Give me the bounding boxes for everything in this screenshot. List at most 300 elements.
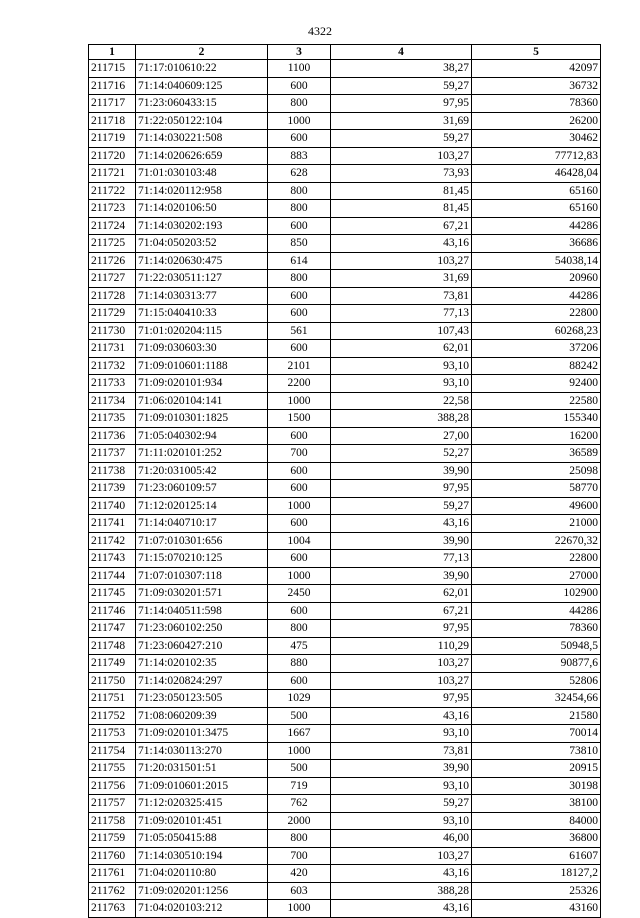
record-number-cell: 211744 <box>89 567 136 585</box>
table-row <box>89 410 601 428</box>
area-cell: 1000 <box>268 742 331 760</box>
record-number-cell: 211749 <box>89 655 136 673</box>
cadastral-number-cell: 71:09:030201:571 <box>136 585 268 603</box>
record-number-cell: 211731 <box>89 340 136 358</box>
header-row <box>89 45 601 60</box>
record-number-cell: 211759 <box>89 830 136 848</box>
table-row <box>89 830 601 848</box>
value-cell: 21580 <box>472 707 601 725</box>
record-number-cell: 211752 <box>89 707 136 725</box>
value-cell: 73810 <box>472 742 601 760</box>
record-number-cell: 211763 <box>89 900 136 918</box>
table-row <box>89 357 601 375</box>
table-row <box>89 567 601 585</box>
cadastral-number-cell: 71:14:020112:958 <box>136 182 268 200</box>
record-number-cell: 211717 <box>89 95 136 113</box>
area-cell: 800 <box>268 270 331 288</box>
area-cell: 600 <box>268 305 331 323</box>
cadastral-number-cell: 71:04:020103:212 <box>136 900 268 918</box>
value-cell: 36589 <box>472 445 601 463</box>
record-number-cell: 211726 <box>89 252 136 270</box>
value-cell: 36732 <box>472 77 601 95</box>
area-cell: 475 <box>268 637 331 655</box>
cadastral-number-cell: 71:06:020104:141 <box>136 392 268 410</box>
column-header-2: 2 <box>136 45 268 60</box>
cadastral-number-cell: 71:14:030221:508 <box>136 130 268 148</box>
area-cell: 883 <box>268 147 331 165</box>
cadastral-number-cell: 71:05:040302:94 <box>136 427 268 445</box>
area-cell: 600 <box>268 602 331 620</box>
rate-cell: 27,00 <box>331 427 472 445</box>
area-cell: 600 <box>268 287 331 305</box>
rate-cell: 52,27 <box>331 445 472 463</box>
cadastral-number-cell: 71:14:030202:193 <box>136 217 268 235</box>
area-cell: 800 <box>268 200 331 218</box>
value-cell: 21000 <box>472 515 601 533</box>
value-cell: 36686 <box>472 235 601 253</box>
cadastral-number-cell: 71:14:030313:77 <box>136 287 268 305</box>
record-number-cell: 211725 <box>89 235 136 253</box>
cadastral-number-cell: 71:09:010301:1825 <box>136 410 268 428</box>
record-number-cell: 211719 <box>89 130 136 148</box>
value-cell: 102900 <box>472 585 601 603</box>
record-number-cell: 211748 <box>89 637 136 655</box>
record-number-cell: 211761 <box>89 865 136 883</box>
registry-table <box>88 44 601 918</box>
rate-cell: 77,13 <box>331 305 472 323</box>
area-cell: 1000 <box>268 112 331 130</box>
record-number-cell: 211740 <box>89 497 136 515</box>
value-cell: 44286 <box>472 217 601 235</box>
value-cell: 90877,6 <box>472 655 601 673</box>
cadastral-number-cell: 71:04:020110:80 <box>136 865 268 883</box>
value-cell: 30198 <box>472 777 601 795</box>
cadastral-number-cell: 71:23:050123:505 <box>136 690 268 708</box>
cadastral-number-cell: 71:17:010610:22 <box>136 60 268 78</box>
cadastral-number-cell: 71:22:030511:127 <box>136 270 268 288</box>
value-cell: 16200 <box>472 427 601 445</box>
value-cell: 54038,14 <box>472 252 601 270</box>
cadastral-number-cell: 71:09:020101:451 <box>136 812 268 830</box>
table-row <box>89 200 601 218</box>
record-number-cell: 211753 <box>89 725 136 743</box>
record-number-cell: 211741 <box>89 515 136 533</box>
value-cell: 44286 <box>472 602 601 620</box>
value-cell: 37206 <box>472 340 601 358</box>
area-cell: 719 <box>268 777 331 795</box>
record-number-cell: 211745 <box>89 585 136 603</box>
record-number-cell: 211750 <box>89 672 136 690</box>
record-number-cell: 211762 <box>89 882 136 900</box>
rate-cell: 62,01 <box>331 585 472 603</box>
rate-cell: 59,27 <box>331 130 472 148</box>
record-number-cell: 211746 <box>89 602 136 620</box>
cadastral-number-cell: 71:14:030510:194 <box>136 847 268 865</box>
table-row <box>89 585 601 603</box>
cadastral-number-cell: 71:08:060209:39 <box>136 707 268 725</box>
cadastral-number-cell: 71:09:010601:1188 <box>136 357 268 375</box>
area-cell: 2450 <box>268 585 331 603</box>
record-number-cell: 211751 <box>89 690 136 708</box>
rate-cell: 97,95 <box>331 95 472 113</box>
record-number-cell: 211739 <box>89 480 136 498</box>
record-number-cell: 211721 <box>89 165 136 183</box>
rate-cell: 103,27 <box>331 672 472 690</box>
table-row <box>89 637 601 655</box>
table-row <box>89 217 601 235</box>
cadastral-number-cell: 71:09:020101:934 <box>136 375 268 393</box>
record-number-cell: 211760 <box>89 847 136 865</box>
area-cell: 850 <box>268 235 331 253</box>
table-row <box>89 707 601 725</box>
area-cell: 800 <box>268 620 331 638</box>
rate-cell: 43,16 <box>331 865 472 883</box>
table-row <box>89 690 601 708</box>
area-cell: 1004 <box>268 532 331 550</box>
column-header-3: 3 <box>268 45 331 60</box>
page-number: 4322 <box>308 24 332 38</box>
table-row <box>89 445 601 463</box>
value-cell: 20915 <box>472 760 601 778</box>
value-cell: 26200 <box>472 112 601 130</box>
rate-cell: 93,10 <box>331 777 472 795</box>
rate-cell: 67,21 <box>331 217 472 235</box>
value-cell: 50948,5 <box>472 637 601 655</box>
table-row <box>89 865 601 883</box>
area-cell: 614 <box>268 252 331 270</box>
value-cell: 58770 <box>472 480 601 498</box>
cadastral-number-cell: 71:01:030103:48 <box>136 165 268 183</box>
cadastral-number-cell: 71:14:040609:125 <box>136 77 268 95</box>
value-cell: 52806 <box>472 672 601 690</box>
record-number-cell: 211756 <box>89 777 136 795</box>
value-cell: 32454,66 <box>472 690 601 708</box>
table-row <box>89 847 601 865</box>
area-cell: 600 <box>268 480 331 498</box>
table-row <box>89 602 601 620</box>
rate-cell: 103,27 <box>331 147 472 165</box>
cadastral-number-cell: 71:01:020204:115 <box>136 322 268 340</box>
table-row <box>89 655 601 673</box>
rate-cell: 93,10 <box>331 725 472 743</box>
value-cell: 65160 <box>472 182 601 200</box>
rate-cell: 388,28 <box>331 410 472 428</box>
record-number-cell: 211716 <box>89 77 136 95</box>
cadastral-number-cell: 71:14:020102:35 <box>136 655 268 673</box>
table-row <box>89 60 601 78</box>
rate-cell: 73,81 <box>331 287 472 305</box>
cadastral-number-cell: 71:12:020125:14 <box>136 497 268 515</box>
value-cell: 25326 <box>472 882 601 900</box>
area-cell: 1000 <box>268 900 331 918</box>
area-cell: 2200 <box>268 375 331 393</box>
rate-cell: 59,27 <box>331 497 472 515</box>
area-cell: 1000 <box>268 497 331 515</box>
column-header-5: 5 <box>472 45 601 60</box>
table-row <box>89 340 601 358</box>
value-cell: 49600 <box>472 497 601 515</box>
table-row <box>89 112 601 130</box>
rate-cell: 39,90 <box>331 760 472 778</box>
area-cell: 420 <box>268 865 331 883</box>
rate-cell: 97,95 <box>331 480 472 498</box>
value-cell: 43160 <box>472 900 601 918</box>
rate-cell: 97,95 <box>331 620 472 638</box>
table-row <box>89 77 601 95</box>
area-cell: 800 <box>268 830 331 848</box>
record-number-cell: 211747 <box>89 620 136 638</box>
table-row <box>89 95 601 113</box>
value-cell: 22800 <box>472 550 601 568</box>
record-number-cell: 211743 <box>89 550 136 568</box>
table-row <box>89 672 601 690</box>
value-cell: 78360 <box>472 95 601 113</box>
rate-cell: 103,27 <box>331 655 472 673</box>
rate-cell: 103,27 <box>331 847 472 865</box>
value-cell: 84000 <box>472 812 601 830</box>
cadastral-number-cell: 71:12:020325:415 <box>136 795 268 813</box>
area-cell: 600 <box>268 427 331 445</box>
area-cell: 800 <box>268 182 331 200</box>
cadastral-number-cell: 71:14:040511:598 <box>136 602 268 620</box>
rate-cell: 43,16 <box>331 235 472 253</box>
value-cell: 30462 <box>472 130 601 148</box>
table-row <box>89 427 601 445</box>
table-row <box>89 235 601 253</box>
cadastral-number-cell: 71:14:020630:475 <box>136 252 268 270</box>
record-number-cell: 211718 <box>89 112 136 130</box>
value-cell: 20960 <box>472 270 601 288</box>
table-row <box>89 270 601 288</box>
rate-cell: 93,10 <box>331 375 472 393</box>
record-number-cell: 211738 <box>89 462 136 480</box>
area-cell: 600 <box>268 130 331 148</box>
record-number-cell: 211727 <box>89 270 136 288</box>
area-cell: 2000 <box>268 812 331 830</box>
table-row <box>89 812 601 830</box>
cadastral-number-cell: 71:11:020101:252 <box>136 445 268 463</box>
rate-cell: 73,93 <box>331 165 472 183</box>
record-number-cell: 211734 <box>89 392 136 410</box>
value-cell: 70014 <box>472 725 601 743</box>
area-cell: 600 <box>268 340 331 358</box>
table-row <box>89 620 601 638</box>
area-cell: 1029 <box>268 690 331 708</box>
cadastral-number-cell: 71:07:010307:118 <box>136 567 268 585</box>
value-cell: 88242 <box>472 357 601 375</box>
rate-cell: 43,16 <box>331 707 472 725</box>
rate-cell: 77,13 <box>331 550 472 568</box>
cadastral-number-cell: 71:14:020626:659 <box>136 147 268 165</box>
table-row <box>89 497 601 515</box>
value-cell: 22580 <box>472 392 601 410</box>
table-row <box>89 305 601 323</box>
rate-cell: 31,69 <box>331 270 472 288</box>
cadastral-number-cell: 71:14:020824:297 <box>136 672 268 690</box>
rate-cell: 38,27 <box>331 60 472 78</box>
table-body <box>89 60 601 918</box>
record-number-cell: 211737 <box>89 445 136 463</box>
record-number-cell: 211724 <box>89 217 136 235</box>
rate-cell: 81,45 <box>331 200 472 218</box>
area-cell: 628 <box>268 165 331 183</box>
table-row <box>89 795 601 813</box>
cadastral-number-cell: 71:20:031501:51 <box>136 760 268 778</box>
record-number-cell: 211728 <box>89 287 136 305</box>
rate-cell: 62,01 <box>331 340 472 358</box>
table-row <box>89 900 601 918</box>
rate-cell: 22,58 <box>331 392 472 410</box>
cadastral-number-cell: 71:14:040710:17 <box>136 515 268 533</box>
record-number-cell: 211730 <box>89 322 136 340</box>
cadastral-number-cell: 71:07:010301:656 <box>136 532 268 550</box>
value-cell: 22670,32 <box>472 532 601 550</box>
rate-cell: 43,16 <box>331 515 472 533</box>
record-number-cell: 211715 <box>89 60 136 78</box>
cadastral-number-cell: 71:20:031005:42 <box>136 462 268 480</box>
area-cell: 600 <box>268 515 331 533</box>
record-number-cell: 211732 <box>89 357 136 375</box>
area-cell: 600 <box>268 462 331 480</box>
area-cell: 762 <box>268 795 331 813</box>
table-row <box>89 392 601 410</box>
table-row <box>89 742 601 760</box>
area-cell: 1000 <box>268 392 331 410</box>
cadastral-number-cell: 71:09:020101:3475 <box>136 725 268 743</box>
area-cell: 1667 <box>268 725 331 743</box>
table-row <box>89 882 601 900</box>
rate-cell: 97,95 <box>331 690 472 708</box>
table-row <box>89 760 601 778</box>
record-number-cell: 211757 <box>89 795 136 813</box>
rate-cell: 31,69 <box>331 112 472 130</box>
record-number-cell: 211758 <box>89 812 136 830</box>
table-row <box>89 322 601 340</box>
record-number-cell: 211755 <box>89 760 136 778</box>
record-number-cell: 211742 <box>89 532 136 550</box>
value-cell: 77712,83 <box>472 147 601 165</box>
value-cell: 42097 <box>472 60 601 78</box>
cadastral-number-cell: 71:09:010601:2015 <box>136 777 268 795</box>
area-cell: 603 <box>268 882 331 900</box>
area-cell: 600 <box>268 217 331 235</box>
rate-cell: 81,45 <box>331 182 472 200</box>
record-number-cell: 211735 <box>89 410 136 428</box>
value-cell: 36800 <box>472 830 601 848</box>
table-row <box>89 130 601 148</box>
rate-cell: 39,90 <box>331 567 472 585</box>
area-cell: 500 <box>268 760 331 778</box>
area-cell: 600 <box>268 77 331 95</box>
cadastral-number-cell: 71:23:060433:15 <box>136 95 268 113</box>
table-row <box>89 462 601 480</box>
value-cell: 78360 <box>472 620 601 638</box>
rate-cell: 39,90 <box>331 532 472 550</box>
value-cell: 27000 <box>472 567 601 585</box>
rate-cell: 107,43 <box>331 322 472 340</box>
area-cell: 880 <box>268 655 331 673</box>
column-header-1: 1 <box>89 45 136 60</box>
value-cell: 92400 <box>472 375 601 393</box>
record-number-cell: 211722 <box>89 182 136 200</box>
table-row <box>89 777 601 795</box>
table-row <box>89 480 601 498</box>
rate-cell: 46,00 <box>331 830 472 848</box>
value-cell: 60268,23 <box>472 322 601 340</box>
area-cell: 2101 <box>268 357 331 375</box>
value-cell: 65160 <box>472 200 601 218</box>
area-cell: 1000 <box>268 567 331 585</box>
rate-cell: 59,27 <box>331 77 472 95</box>
area-cell: 1500 <box>268 410 331 428</box>
record-number-cell: 211736 <box>89 427 136 445</box>
value-cell: 155340 <box>472 410 601 428</box>
table-row <box>89 515 601 533</box>
area-cell: 800 <box>268 95 331 113</box>
rate-cell: 93,10 <box>331 812 472 830</box>
value-cell: 44286 <box>472 287 601 305</box>
area-cell: 1100 <box>268 60 331 78</box>
record-number-cell: 211720 <box>89 147 136 165</box>
cadastral-number-cell: 71:14:030113:270 <box>136 742 268 760</box>
record-number-cell: 211733 <box>89 375 136 393</box>
rate-cell: 73,81 <box>331 742 472 760</box>
cadastral-number-cell: 71:04:050203:52 <box>136 235 268 253</box>
cadastral-number-cell: 71:23:060102:250 <box>136 620 268 638</box>
table-row <box>89 725 601 743</box>
rate-cell: 110,29 <box>331 637 472 655</box>
rate-cell: 67,21 <box>331 602 472 620</box>
value-cell: 61607 <box>472 847 601 865</box>
table-row <box>89 550 601 568</box>
rate-cell: 388,28 <box>331 882 472 900</box>
area-cell: 700 <box>268 847 331 865</box>
record-number-cell: 211754 <box>89 742 136 760</box>
table-row <box>89 287 601 305</box>
area-cell: 700 <box>268 445 331 463</box>
area-cell: 600 <box>268 672 331 690</box>
cadastral-number-cell: 71:05:050415:88 <box>136 830 268 848</box>
cadastral-number-cell: 71:23:060427:210 <box>136 637 268 655</box>
table-row <box>89 532 601 550</box>
rate-cell: 43,16 <box>331 900 472 918</box>
rate-cell: 103,27 <box>331 252 472 270</box>
value-cell: 46428,04 <box>472 165 601 183</box>
cadastral-number-cell: 71:22:050122:104 <box>136 112 268 130</box>
value-cell: 18127,2 <box>472 865 601 883</box>
table-row <box>89 147 601 165</box>
record-number-cell: 211729 <box>89 305 136 323</box>
record-number-cell: 211723 <box>89 200 136 218</box>
rate-cell: 39,90 <box>331 462 472 480</box>
value-cell: 38100 <box>472 795 601 813</box>
cadastral-number-cell: 71:09:030603:30 <box>136 340 268 358</box>
value-cell: 25098 <box>472 462 601 480</box>
area-cell: 500 <box>268 707 331 725</box>
table-row <box>89 182 601 200</box>
cadastral-number-cell: 71:23:060109:57 <box>136 480 268 498</box>
table-row <box>89 165 601 183</box>
area-cell: 561 <box>268 322 331 340</box>
cadastral-number-cell: 71:14:020106:50 <box>136 200 268 218</box>
cadastral-number-cell: 71:09:020201:1256 <box>136 882 268 900</box>
rate-cell: 59,27 <box>331 795 472 813</box>
table-row <box>89 252 601 270</box>
area-cell: 600 <box>268 550 331 568</box>
rate-cell: 93,10 <box>331 357 472 375</box>
cadastral-number-cell: 71:15:070210:125 <box>136 550 268 568</box>
column-header-4: 4 <box>331 45 472 60</box>
